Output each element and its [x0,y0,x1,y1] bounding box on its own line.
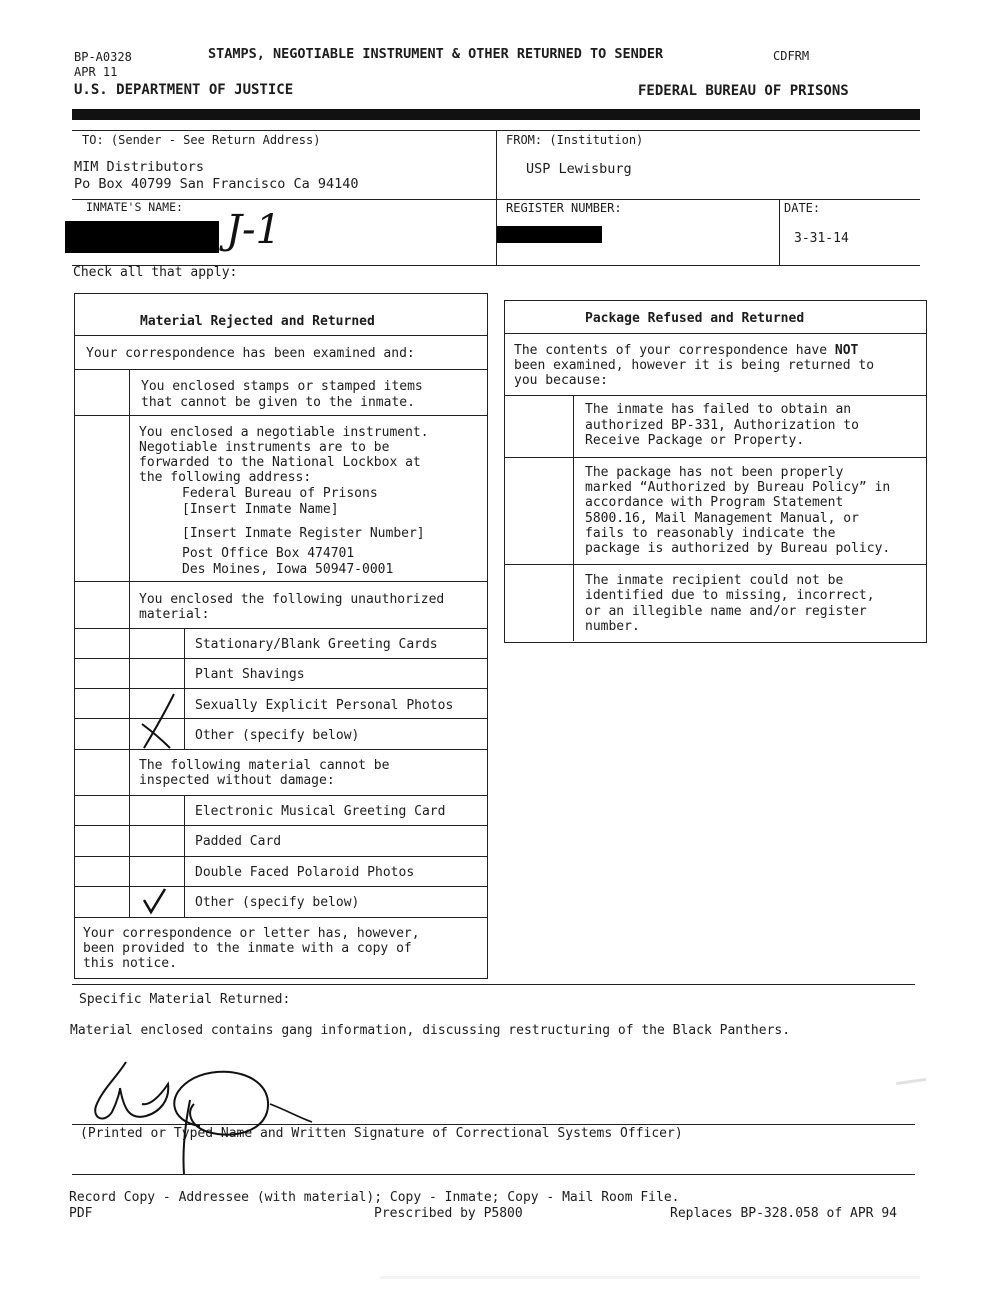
register-number-redaction [497,226,602,243]
unauthorized-line-1: You enclosed the following unauthorized [139,592,445,607]
reason2-line-6: package is authorized by Bureau policy. [585,541,891,556]
unauth-item-other: Other (specify below) [195,728,360,743]
to-label: TO: (Sender - See Return Address) [82,133,321,147]
not-emphasis: NOT [834,343,859,358]
reason1-line-2: authorized BP-331, Authorization to [585,418,859,433]
lockbox-address-2: [Insert Inmate Name] [182,502,339,517]
form-suffix: CDFRM [773,49,810,63]
negotiable-line-2: Negotiable instruments are to be [139,440,390,455]
header-rule [72,109,920,120]
reason1-line-3: Receive Package or Property. [585,433,805,448]
inspect-item-polaroid: Double Faced Polaroid Photos [195,865,415,880]
register-number-label: REGISTER NUMBER: [506,201,622,215]
block-mid-line [72,199,920,200]
x-checkmark-icon [136,690,182,752]
pdf-label: PDF [69,1206,93,1221]
examined-text: Your correspondence has been examined and: [86,346,415,361]
unauth-item-explicit-photos: Sexually Explicit Personal Photos [195,698,454,713]
unauth-item-stationary: Stationary/Blank Greeting Cards [195,637,438,652]
package-intro-line-1 [514,343,858,358]
checkmark-icon [140,886,170,916]
date-value: 3-31-14 [794,231,849,246]
block-divider [496,130,497,266]
officer-signature [90,1060,320,1180]
reason2-line-4: 5800.16, Mail Management Manual, or [585,511,859,526]
inmate-name-label: INMATE'S NAME: [86,200,183,214]
left-table-title: Material Rejected and Returned [140,314,375,329]
provided-line-1: Your correspondence or letter has, however, [83,926,420,941]
prescribed-by: Prescribed by P5800 [374,1206,523,1221]
provided-line-3: this notice. [83,956,177,971]
reason2-line-2: marked “Authorized by Bureau Policy” in [585,480,891,495]
specific-top-line [72,984,915,985]
package-intro-text: The contents of your correspondence have [514,343,835,358]
unauthorized-line-2: material: [139,607,210,622]
from-label: FROM: (Institution) [506,133,644,147]
check-all-label: Check all that apply: [73,265,238,280]
inmate-name-redaction [65,221,219,253]
bureau-name: FEDERAL BUREAU OF PRISONS [638,83,849,99]
unauth-item-plant-shavings: Plant Shavings [195,667,305,682]
handwritten-inmate-name: J-1 [226,207,281,253]
reason3-line-2: identified due to missing, incorrect, [585,588,875,603]
negotiable-line-4: the following address: [139,470,312,485]
cannot-inspect-line-2: inspected without damage: [139,773,335,788]
reason3-line-4: number. [585,619,640,634]
reason3-line-1: The inmate recipient could not be [585,573,844,588]
specific-material-text: Material enclosed contains gang information, discussing restructuring of the Black Panthers. [70,1023,791,1038]
record-copy-text: Record Copy - Addressee (with material); Copy - Inmate; Copy - Mail Room File. [69,1190,680,1205]
date-divider [779,199,780,266]
stamps-line-1: You enclosed stamps or stamped items [141,379,423,394]
reason2-line-3: accordance with Program Statement [585,495,844,510]
reason3-line-3: or an illegible name and/or register [585,604,867,619]
package-intro-line-2: been examined, however it is being returned to [514,358,875,373]
form-date: APR 11 [74,65,118,79]
lockbox-address-4: Post Office Box 474701 [182,546,355,561]
negotiable-line-1: You enclosed a negotiable instrument. [139,425,429,440]
reason2-line-5: fails to reasonably indicate the [585,526,836,541]
inspect-item-musical-card: Electronic Musical Greeting Card [195,804,446,819]
form-code: BP-A0328 [74,50,132,64]
stamps-line-2: that cannot be given to the inmate. [141,395,415,410]
lockbox-address-1: Federal Bureau of Prisons [182,486,378,501]
cannot-inspect-line-1: The following material cannot be [139,758,390,773]
inspect-item-other: Other (specify below) [195,895,360,910]
specific-material-label: Specific Material Returned: [79,992,291,1007]
lockbox-address-5: Des Moines, Iowa 50947-0001 [182,562,394,577]
lockbox-address-3: [Insert Inmate Register Number] [182,526,425,541]
scan-edge-shadow [380,1276,920,1279]
date-label: DATE: [784,201,821,215]
scan-smudge [896,1078,926,1085]
signature-caption: (Printed or Typed Name and Written Signature of Correctional Systems Officer) [80,1126,683,1141]
provided-line-2: been provided to the inmate with a copy of [83,941,412,956]
right-table-title: Package Refused and Returned [585,311,805,326]
department-name: U.S. DEPARTMENT OF JUSTICE [74,82,294,98]
replaces-form: Replaces BP-328.058 of APR 94 [670,1206,897,1221]
package-intro-line-3: you because: [514,373,608,388]
negotiable-line-3: forwarded to the National Lockbox at [139,455,421,470]
reason1-line-1: The inmate has failed to obtain an [585,402,852,417]
inspect-item-padded-card: Padded Card [195,834,282,849]
footer-top-line [72,1174,915,1175]
from-value: USP Lewisburg [526,161,632,177]
to-line-1: MIM Distributors [74,159,205,175]
reason2-line-1: The package has not been properly [585,465,844,480]
form-title: STAMPS, NEGOTIABLE INSTRUMENT & OTHER RETURNED TO SENDER [208,46,664,62]
to-line-2: Po Box 40799 San Francisco Ca 94140 [74,176,359,192]
